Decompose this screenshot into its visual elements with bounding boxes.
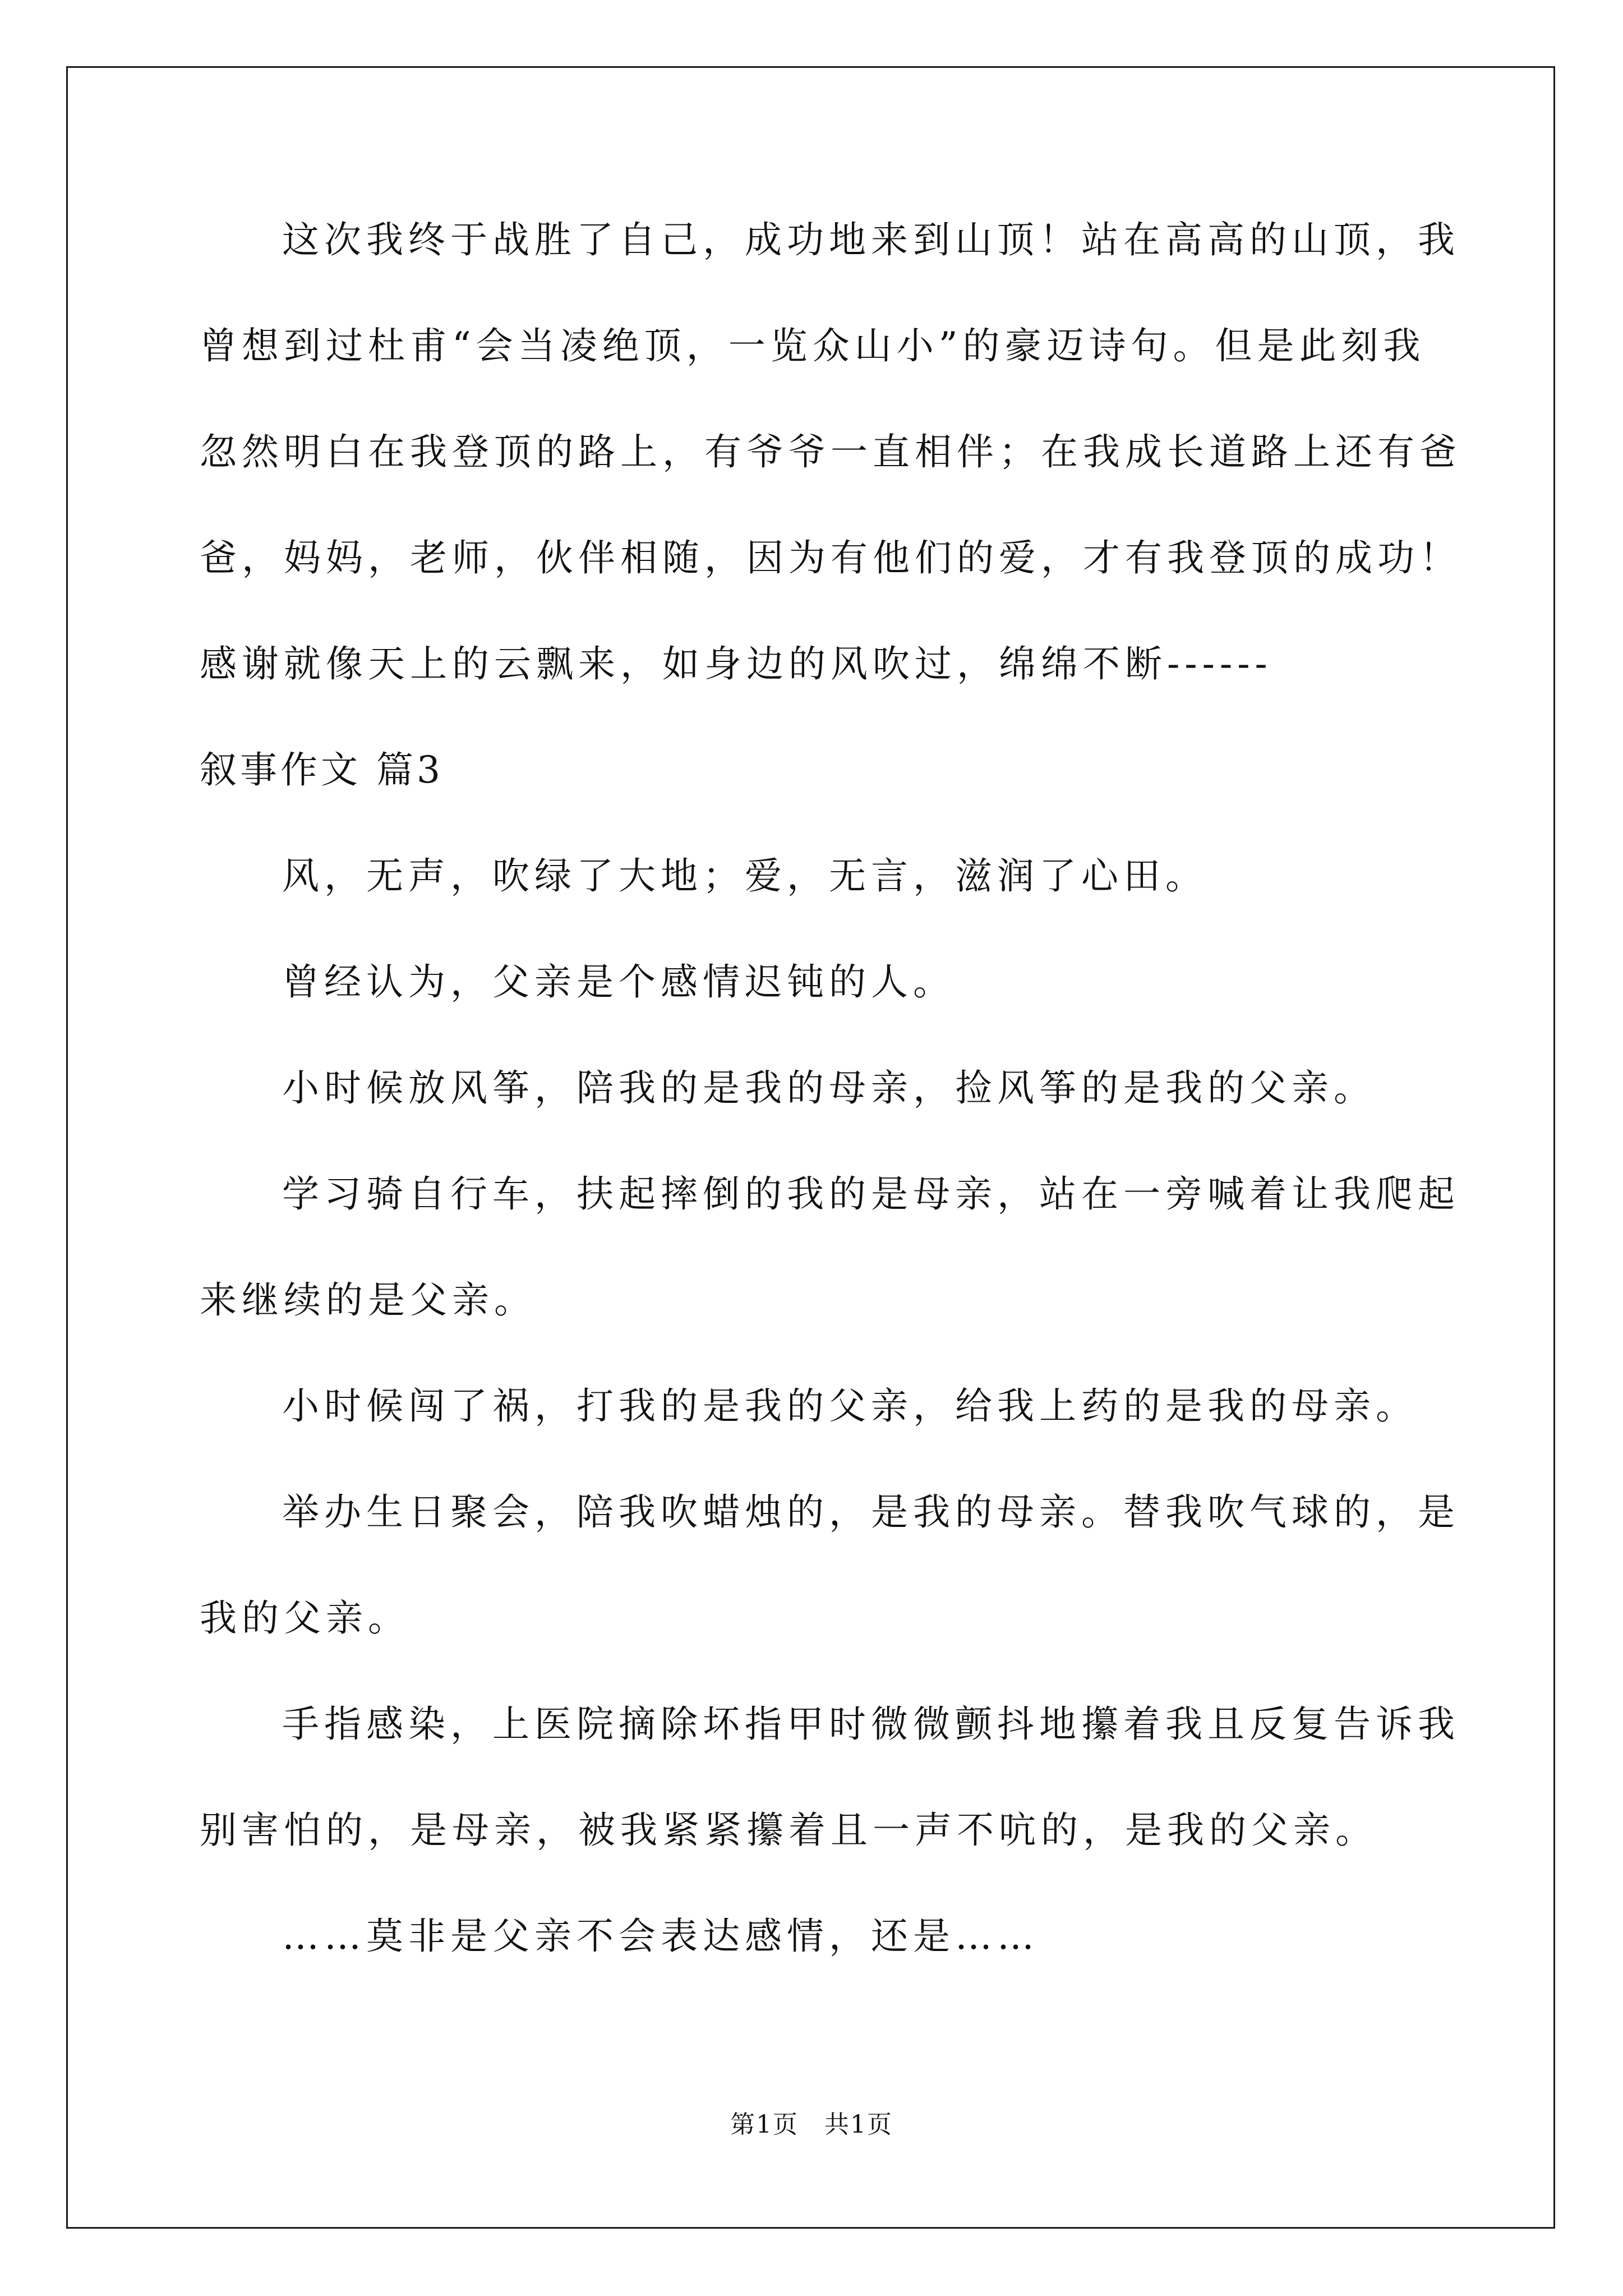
paragraph-line: 这次我终于战胜了自己，成功地来到山顶！站在高高的山顶，我 — [282, 218, 1460, 261]
paragraph-line: 举办生日聚会，陪我吹蜡烛的，是我的母亲。替我吹气球的，是 — [282, 1490, 1460, 1534]
paragraph-line: 小时候闯了祸，打我的是我的父亲，给我上药的是我的母亲。 — [282, 1384, 1418, 1428]
paragraph-line: ……莫非是父亲不会表达感情，还是…… — [282, 1915, 1039, 1958]
paragraph-line: 学习骑自行车，扶起摔倒的我的是母亲，站在一旁喊着让我爬起 — [282, 1172, 1460, 1216]
paragraph-line: 爸，妈妈，老师，伙伴相随，因为有他们的爱，才有我登顶的成功！ — [200, 536, 1461, 579]
paragraph-line: 曾想到过杜甫“会当凌绝顶，一览众山小”的豪迈诗句。但是此刻我 — [200, 324, 1426, 367]
paragraph-line: 风，无声，吹绿了大地；爱，无言，滋润了心田。 — [282, 854, 1207, 898]
page-footer: 第1页 共1页 — [730, 2110, 893, 2139]
paragraph-line: 感谢就像天上的云飘来，如身边的风吹过，绵绵不断------ — [200, 642, 1272, 685]
document-body — [200, 218, 1461, 2024]
section-heading: 叙事作文 篇3 — [200, 748, 444, 792]
paragraph-line: 别害怕的，是母亲，被我紧紧攥着且一声不吭的，是我的父亲。 — [200, 1809, 1377, 1852]
paragraph-line: 忽然明白在我登顶的路上，有爷爷一直相伴；在我成长道路上还有爸 — [200, 430, 1461, 473]
paragraph-line: 手指感染，上医院摘除坏指甲时微微颤抖地攥着我且反复告诉我 — [282, 1703, 1460, 1746]
paragraph-line: 我的父亲。 — [200, 1596, 410, 1640]
paragraph-line: 曾经认为，父亲是个感情迟钝的人。 — [282, 960, 955, 1004]
paragraph-line: 小时候放风筝，陪我的是我的母亲，捡风筝的是我的父亲。 — [282, 1066, 1376, 1110]
paragraph-line: 来继续的是父亲。 — [200, 1278, 536, 1322]
